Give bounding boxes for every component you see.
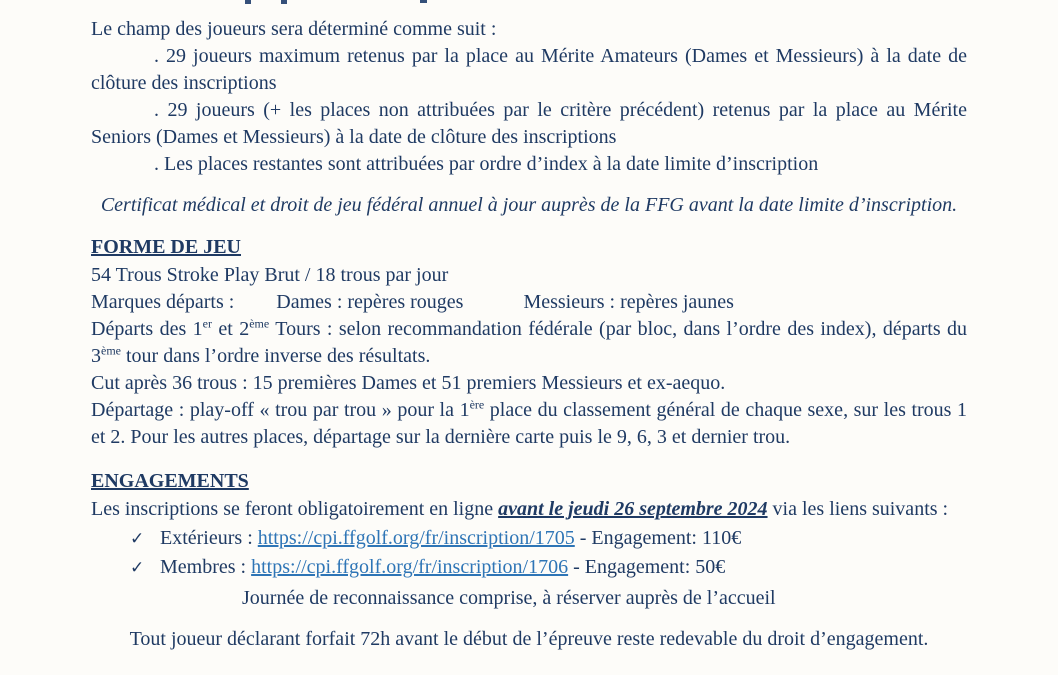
list-item-membres xyxy=(130,554,967,582)
bullet-text xyxy=(160,554,725,581)
marques-departs-line xyxy=(91,289,967,316)
clipped-text-remnant xyxy=(0,0,1058,6)
forfait-notice: Tout joueur déclarant forfait 72h avant le début de l’épreuve reste redevable du droit d’engagement. xyxy=(129,628,929,650)
departs-paragraph xyxy=(91,316,967,370)
checkmark-icon: ✓ xyxy=(130,558,145,578)
list-item-exterieurs xyxy=(130,525,967,553)
departage-paragraph xyxy=(91,397,967,451)
text-run: - Engagement: 50€ xyxy=(568,556,726,578)
field-item-ordre-index: . Les places restantes sont attribuées par ordre d’index à la date limite d’inscription xyxy=(154,153,819,175)
text-run: ère xyxy=(469,397,485,412)
section-heading-forme-de-jeu: FORME DE JEU xyxy=(91,236,241,258)
text-run: er xyxy=(202,316,212,331)
cut-line: Cut après 36 trous : 15 premières Dames et 51 premiers Messieurs et ex-aequo. xyxy=(91,372,726,394)
text-run: Membres : xyxy=(160,556,252,578)
bullet-text xyxy=(160,525,741,552)
inscription-link-1705[interactable]: https://cpi.ffgolf.org/fr/inscription/1705 xyxy=(257,527,575,549)
text-run: Départage : play-off « trou par trou » pour la 1 xyxy=(91,399,470,421)
inscription-link-1706[interactable]: https://cpi.ffgolf.org/fr/inscription/1706 xyxy=(251,556,569,578)
text-run: ème xyxy=(101,343,121,358)
inscription-links-list xyxy=(91,525,967,582)
format-line: 54 Trous Stroke Play Brut / 18 trous par jour xyxy=(91,264,449,286)
text-run: via les liens suivants : xyxy=(767,498,949,520)
text-run: Départs des 1 xyxy=(91,318,203,340)
deadline-date: avant le jeudi 26 septembre 2024 xyxy=(498,498,768,520)
medical-notice: Certificat médical et droit de jeu fédéral annuel à jour auprès de la FFG avant la date limite d’inscription. xyxy=(100,194,958,216)
field-item-merite-seniors: . 29 joueurs (+ les places non attribuées par le critère précédent) retenus par la place au Mérite Seniors (Dames et Messieurs) à la date de clôture des inscriptions xyxy=(91,99,967,148)
text-run: Extérieurs : xyxy=(160,527,258,549)
text-run: tour dans l’ordre inverse des résultats. xyxy=(121,345,431,367)
text-run: ème xyxy=(249,316,270,331)
text-run: place du classement général de chaque sexe, sur les trous 1 et 2. Pour les autres places, départage sur la dernière carte puis le 9, 6, 3 et dernier trou. xyxy=(91,399,968,448)
marques-label: Marques départs : xyxy=(91,291,235,313)
field-intro-line: Le champ des joueurs sera déterminé comme suit : xyxy=(91,18,497,40)
text-run: Les inscriptions se feront obligatoirement en ligne xyxy=(91,498,499,520)
marques-messieurs: Messieurs : repères jaunes xyxy=(523,291,734,313)
reconnaissance-note: Journée de reconnaissance comprise, à réserver auprès de l’accueil xyxy=(242,587,776,609)
marques-dames: Dames : repères rouges xyxy=(276,291,464,313)
section-heading-engagements: ENGAGEMENTS xyxy=(91,470,249,492)
engagements-intro xyxy=(91,496,967,523)
text-run: Tours : selon recommandation fédérale (par bloc, dans l’ordre des index), départs du 3 xyxy=(91,318,968,367)
text-run: - Engagement: 110€ xyxy=(574,527,742,549)
field-item-merite-amateurs: . 29 joueurs maximum retenus par la place au Mérite Amateurs (Dames et Messieurs) à la date de clôture des inscriptions xyxy=(91,45,967,94)
text-run: et 2 xyxy=(211,318,250,340)
checkmark-icon: ✓ xyxy=(130,529,145,549)
